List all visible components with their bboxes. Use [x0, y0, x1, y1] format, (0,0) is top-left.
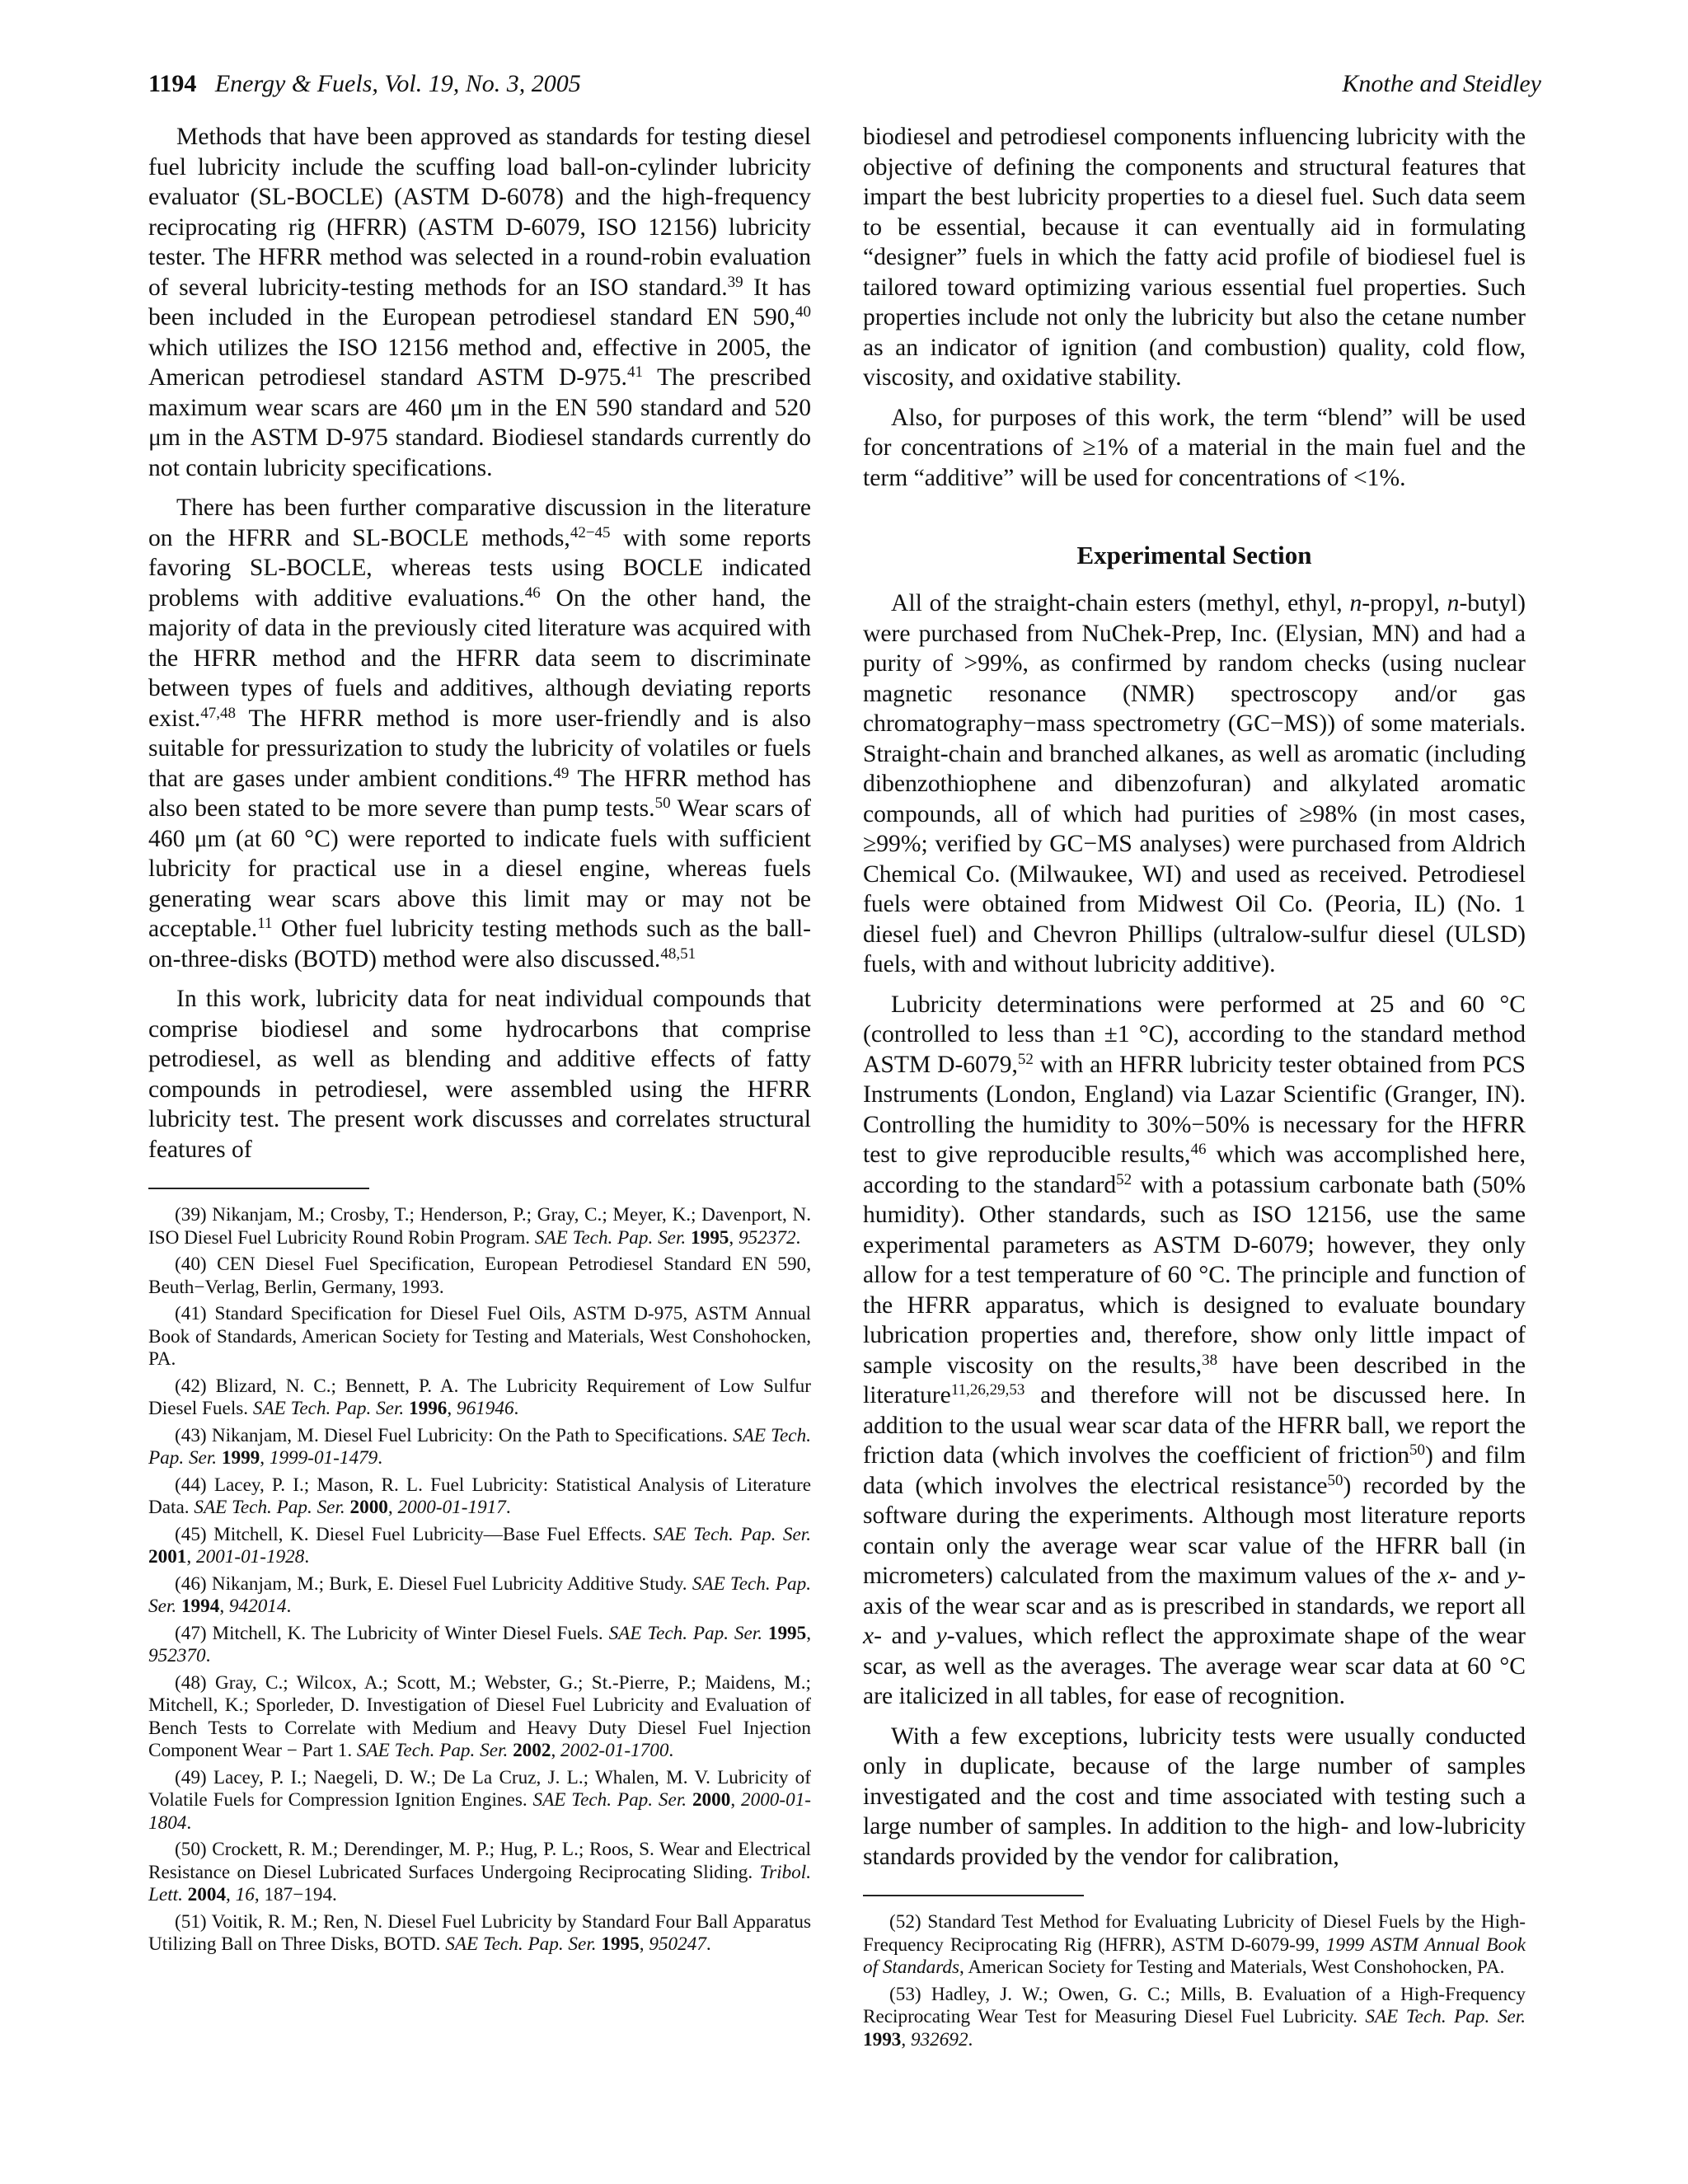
reference-item: (44) Lacey, P. I.; Mason, R. L. Fuel Lubricity: Statistical Analysis of Literature Data. SAE Tech. Pap. Ser. 2000, 2000-01-1917.: [148, 1474, 811, 1518]
reference-item: (52) Standard Test Method for Evaluating Lubricity of Diesel Fuels by the High-Frequency Reciprocating Rig (HFRR), ASTM D-6079-99, 1999 ASTM Annual Book of Standards, American Society for Testing and Materials, West Conshohocken, PA.: [863, 1911, 1526, 1978]
body-paragraph: In this work, lubricity data for neat individual compounds that comprise biodiesel and some hydrocarbons that comprise petrodiesel, as well as blending and additive effects of fatty compounds in petrodiesel, were assembled using the HFRR lubricity test. The present work discusses and correlates structural features of: [148, 986, 811, 1163]
reference-item: (39) Nikanjam, M.; Crosby, T.; Henderson, P.; Gray, C.; Meyer, K.; Davenport, N. ISO Diesel Fuel Lubricity Round Robin Program. SAE Tech. Pap. Ser. 1995, 952372.: [148, 1204, 811, 1249]
reference-list: [863, 1911, 1526, 2051]
body-paragraph: There has been further comparative discussion in the literature on the HFRR and SL-BOCLE methods,$^{42-45}$ with some reports favoring SL-BOCLE, whereas tests using BOCLE indicated problems with additive evaluations.$^{46}$ On the other hand, the majority of data in the previously cited literature was acquired with the HFRR method and the HFRR data seem to discriminate between types of fuels and additives, although deviating reports exist.$^{47,48}$ The HFRR method is more user-friendly and is also suitable for pressurization to study the lubricity of volatiles or fuels that are gases under ambient conditions.$^{49}$ The HFRR method has also been stated to be more severe than pump tests.$^{50}$ Wear scars of 460 μm (at 60 °C) were reported to indicate fuels with sufficient lubricity for practical use in a diesel engine, whereas fuels generating wear scars above this limit may or may not be acceptable.$^{11}$ Other fuel lubricity testing methods such as the ball-on-three-disks (BOTD) method were also discussed.$^{48,51}$: [148, 494, 811, 972]
footnote-divider: [863, 1895, 1084, 1896]
reference-item: (46) Nikanjam, M.; Burk, E. Diesel Fuel Lubricity Additive Study. SAE Tech. Pap. Ser. 1994, 942014.: [148, 1572, 812, 1617]
reference-list: [148, 1204, 811, 1957]
left-column: [148, 122, 811, 1961]
body-paragraph: biodiesel and petrodiesel components influencing lubricity with the objective of defining the components and structural features that impart the best lubricity properties to a diesel fuel. Such data seem to be essential, because it can eventually aid in formulating “designer” fuels in which the fatty acid profile of biodiesel fuel is tailored toward optimizing various essential fuel properties. Such properties include not only the lubricity but also the cetane number as an indicator of ignition (and combustion) quality, cold flow, viscosity, and oxidative stability.: [863, 124, 1526, 391]
body-paragraph: Lubricity determinations were performed at 25 and 60 °C (controlled to less than ±1 °C), according to the standard method ASTM D-6079,52 with an HFRR lubricity tester obtained from PCS Instruments (London, England) via Lazar Scientific (Granger, IN). Controlling the humidity to 30%−50% is necessary for the HFRR test to give reproducible results,$^{46}$ which was accomplished here, according to the standard$^{52}$ with a potassium carbonate bath (50% humidity). Other standards, such as ISO 12156, use the same experimental parameters as ASTM D-6079; however, they only allow for a test temperature of 60 °C. The principle and function of the HFRR apparatus, which is designed to evaluate boundary lubrication properties and, therefore, show only little impact of sample viscosity on the results,$^{38}$ have been described in the literature$^{11,26,29,53}$ and therefore will not be discussed here. In addition to the usual wear scar data of the HFRR ball, we report the friction data (which involves the coefficient of friction$^{50}$) and film data (which involves the electrical resistance$^{50}$) recorded by the software during the experiments. Although most literature reports contain only the average wear scar value of the HFRR ball (in micrometers) calculated from the maximum values of the x- and y-axis of the wear scar and as is prescribed in standards, we report all x- and y-values, which reflect the approximate shape of the wear scar, as well as the averages. The average wear scar data at 60 °C are italicized in all tables, for ease of recognition.: [863, 991, 1526, 1709]
body-paragraph: Methods that have been approved as standards for testing diesel fuel lubricity include the scuffing load ball-on-cylinder lubricity evaluator (SL-BOCLE) (ASTM D-6078) and the high-frequency reciprocating rig (HFRR) (ASTM D-6079, ISO 12156) lubricity tester. The HFRR method was selected in a round-robin evaluation of several lubricity-testing methods for an ISO standard.$^{39}$ It has been included in the European petrodiesel standard EN 590,40 which utilizes the ISO 12156 method and, effective in 2005, the American petrodiesel standard ASTM D-975.41 The prescribed maximum wear scars are 460 μm in the EN 590 standard and 520 μm in the ASTM D-975 standard. Biodiesel standards currently do not contain lubricity specifications.: [148, 124, 811, 481]
reference-item: (51) Voitik, R. M.; Ren, N. Diesel Fuel Lubricity by Standard Four Ball Apparatus Utilizing Ball on Three Disks, BOTD. SAE Tech. Pap. Ser. 1995, 950247.: [148, 1910, 811, 1955]
reference-item: (40) CEN Diesel Fuel Specification, European Petrodiesel Standard EN 590, Beuth−Verlag, Berlin, Germany, 1993.: [148, 1254, 811, 1298]
reference-item: (45) Mitchell, K. Diesel Fuel Lubricity—Base Fuel Effects. SAE Tech. Pap. Ser. 2001, 2001-01-1928.: [148, 1523, 812, 1568]
right-column: [863, 122, 1526, 2055]
reference-item: (42) Blizard, N. C.; Bennett, P. A. The Lubricity Requirement of Low Sulfur Diesel Fuels. SAE Tech. Pap. Ser. 1996, 961946.: [148, 1375, 811, 1419]
reference-item: (53) Hadley, J. W.; Owen, G. C.; Mills, B. Evaluation of a High-Frequency Reciprocating Wear Test for Measuring Diesel Fuel Lubricity. SAE Tech. Pap. Ser. 1993, 932692.: [863, 1983, 1526, 2050]
reference-item: (41) Standard Specification for Diesel Fuel Oils, ASTM D-975, ASTM Annual Book of Standards, American Society for Testing and Materials, West Conshohocken, PA.: [148, 1303, 811, 1370]
running-header: [148, 68, 1541, 104]
reference-item: (50) Crockett, R. M.; Derendinger, M. P.; Hug, P. L.; Roos, S. Wear and Electrical Resistance on Diesel Lubricated Surfaces Undergoing Reciprocating Sliding. Tribol. Lett. 2004, 16, 187−194.: [148, 1839, 811, 1905]
reference-item: (43) Nikanjam, M. Diesel Fuel Lubricity: On the Path to Specifications. SAE Tech. Pap. Ser. 1999, 1999-01-1479.: [148, 1424, 811, 1469]
reference-item: (49) Lacey, P. I.; Naegeli, D. W.; De La Cruz, J. L.; Whalen, M. V. Lubricity of Volatile Fuels for Compression Ignition Engines. SAE Tech. Pap. Ser. 2000, 2000-01-1804.: [148, 1766, 812, 1834]
body-paragraph: Also, for purposes of this work, the term “blend” will be used for concentrations of ≥1% of a material in the main fuel and the term “additive” will be used for concentrations of <1%.: [863, 404, 1526, 491]
journal-citation: Energy & Fuels, Vol. 19, No. 3, 2005: [214, 70, 581, 97]
reference-item: (47) Mitchell, K. The Lubricity of Winter Diesel Fuels. SAE Tech. Pap. Ser. 1995, 952370.: [148, 1622, 812, 1666]
section-heading: Experimental Section: [1076, 541, 1312, 569]
reference-item: (48) Gray, C.; Wilcox, A.; Scott, M.; Webster, G.; St.-Pierre, P.; Maidens, M.; Mitchell, K.; Sporleder, D. Investigation of Diesel Fuel Lubricity and Evaluation of Bench Tests to Correlate with Medium and Heavy Duty Diesel Fuel Injection Component Wear − Part 1. SAE Tech. Pap. Ser. 2002, 2002-01-1700.: [148, 1671, 811, 1761]
body-paragraph: With a few exceptions, lubricity tests were usually conducted only in duplicate, because of the large number of samples investigated and the cost and time associated with testing such a large number of samples. In addition to the high- and low-lubricity standards provided by the vendor for calibration,: [863, 1722, 1526, 1870]
page-number: 1194: [148, 70, 197, 97]
author-names: Knothe and Steidley: [1342, 70, 1541, 97]
header-left: [148, 68, 581, 101]
body-paragraph: All of the straight-chain esters (methyl, ethyl, n-propyl, n-butyl) were purchased from NuChek-Prep, Inc. (Elysian, MN) and had a purity of >99%, as confirmed by random checks (using nuclear magnetic resonance (NMR) spectroscopy and/or gas chromatography−mass spectrometry (GC−MS)) of some materials. Straight-chain and branched alkanes, as well as aromatic (including dibenzothiophene and dibenzofuran) and alkylated aromatic compounds, all of which had purities of ≥98% (in most cases, ≥99%; verified by GC−MS analyses) were purchased from Aldrich Chemical Co. (Milwaukee, WI) and used as received. Petrodiesel fuels were obtained from Midwest Oil Co. (Peoria, IL) (No. 1 diesel fuel) and Chevron Phillips (ultralow-sulfur diesel (ULSD) fuels, with and without lubricity additive).: [863, 590, 1526, 977]
footnote-divider: [148, 1188, 369, 1189]
